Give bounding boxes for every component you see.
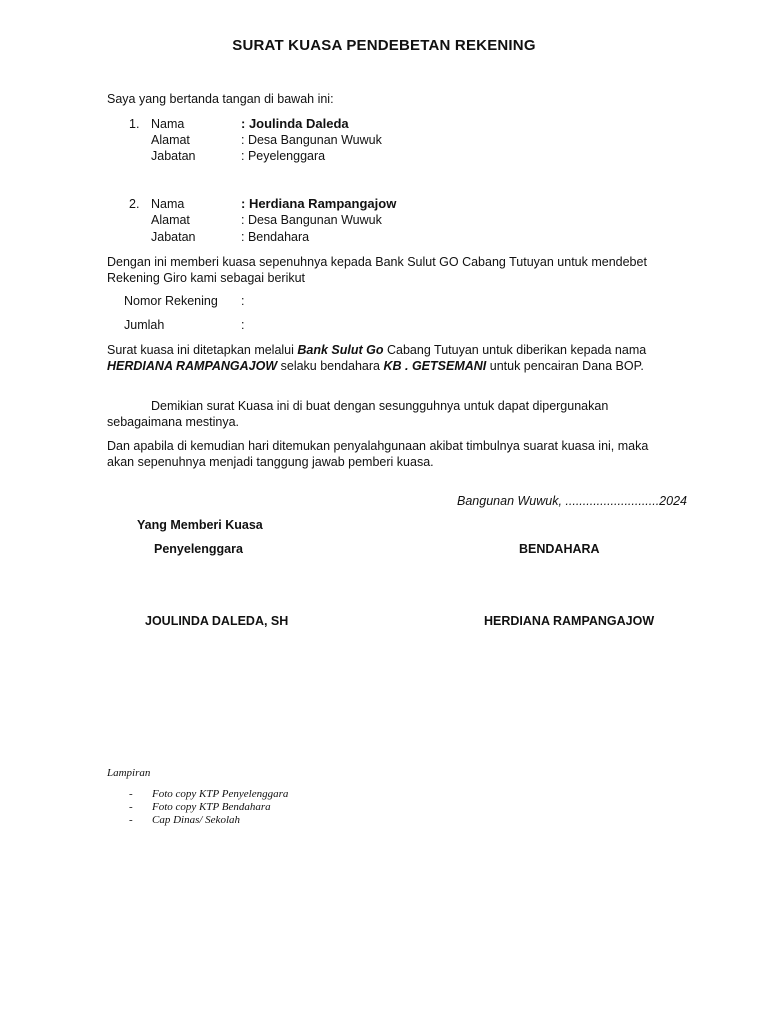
intro-text: Saya yang bertanda tangan di bawah ini: — [107, 92, 334, 106]
purpose-text-4: untuk pencairan Dana BOP. — [486, 359, 644, 373]
person-1-nama-label: Nama — [151, 117, 185, 131]
attachment-bullet: - — [129, 788, 133, 800]
person-2-alamat-label: Alamat — [151, 213, 190, 227]
person-1-alamat-label: Alamat — [151, 133, 190, 147]
person-1-jabatan-value: : Peyelenggara — [241, 149, 326, 163]
recipient-name: HERDIANA RAMPANGAJOW — [107, 359, 278, 373]
bank-name: Bank Sulut Go — [297, 343, 384, 357]
document-title: SURAT KUASA PENDEBETAN REKENING — [232, 37, 536, 54]
person-2-alamat-value: : Desa Bangunan Wuwuk — [241, 213, 382, 227]
purpose-text-2: Cabang Tutuyan untuk diberikan kepada nama — [383, 343, 647, 357]
attachment-bullet: - — [129, 814, 133, 826]
person-2-nama-value: : Herdiana Rampangajow — [241, 196, 397, 211]
giver-heading: Yang Memberi Kuasa — [137, 518, 263, 532]
amount-label: Jumlah — [124, 318, 165, 332]
authorization-paragraph: Dengan ini memberi kuasa sepenuhnya kepada Bank Sulut GO Cabang Tutuyan untuk mendebet Rekening Giro kami sebagai berikut — [107, 255, 647, 285]
purpose-text-3: selaku bendahara — [277, 359, 384, 373]
left-role: Penyelenggara — [154, 542, 243, 556]
amount-value: : — [241, 318, 245, 332]
right-role: BENDAHARA — [519, 542, 600, 556]
attachment-item: Foto copy KTP Penyelenggara — [152, 788, 289, 800]
closing-paragraph: Demikian surat Kuasa ini di buat dengan sesungguhnya untuk dapat dipergunakan sebagaimana mestinya. — [107, 399, 609, 429]
purpose-paragraph — [107, 342, 662, 374]
person-2-nama-label: Nama — [151, 197, 185, 211]
person-1-nama-value: : Joulinda Daleda — [241, 116, 349, 131]
person-2-number: 2. — [129, 197, 140, 211]
liability-paragraph: Dan apabila di kemudian hari ditemukan penyalahgunaan akibat timbulnya suarat kuasa ini, maka akan sepenuhnya menjadi tanggung jawab pemberi kuasa. — [107, 439, 649, 469]
attachment-item: Foto copy KTP Bendahara — [152, 801, 271, 813]
person-1-alamat-value: : Desa Bangunan Wuwuk — [241, 133, 382, 147]
attachments-heading: Lampiran — [107, 767, 151, 779]
person-2-jabatan-label: Jabatan — [151, 230, 196, 244]
person-2-jabatan-value: : Bendahara — [241, 230, 310, 244]
person-1-jabatan-label: Jabatan — [151, 149, 196, 163]
right-signatory-name: HERDIANA RAMPANGAJOW — [484, 614, 655, 628]
left-signatory-name: JOULINDA DALEDA, SH — [145, 614, 289, 628]
school-name: KB . GETSEMANI — [383, 359, 487, 373]
account-number-label: Nomor Rekening — [124, 294, 218, 308]
person-1-number: 1. — [129, 117, 140, 131]
place-date: Bangunan Wuwuk, ...........................2024 — [457, 494, 687, 508]
account-number-value: : — [241, 294, 245, 308]
attachment-bullet: - — [129, 801, 133, 813]
attachment-item: Cap Dinas/ Sekolah — [152, 814, 240, 826]
purpose-text-1: Surat kuasa ini ditetapkan melalui — [107, 343, 298, 357]
